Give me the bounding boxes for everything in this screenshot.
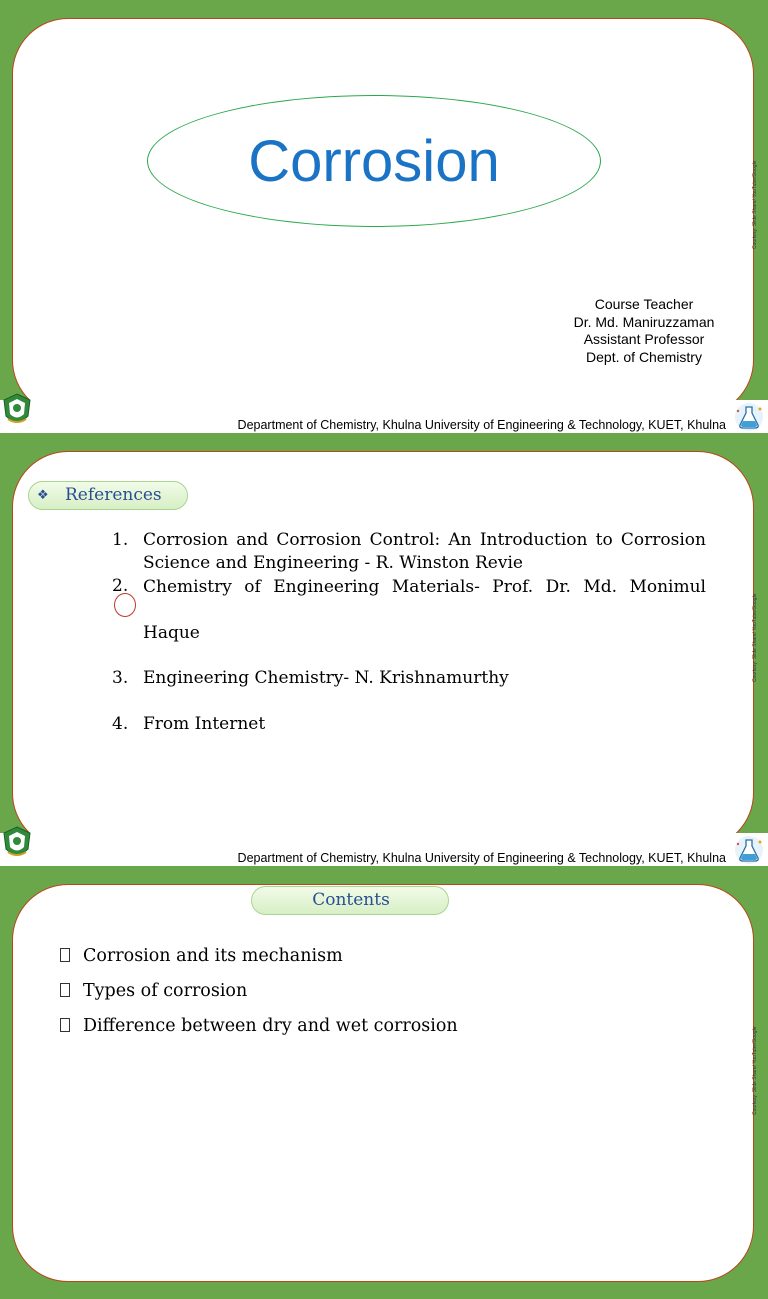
checkbox-bullet-icon [60,983,70,997]
reference-text: Engineering Chemistry- N. Krishnamurthy [143,668,509,688]
contents-heading: Contents [312,890,390,910]
contents-item-text: Types of corrosion [83,981,248,1001]
courtesy-note: Courtesy: Slide Share/ YouTube/Google [752,593,758,682]
annotation-circle [114,593,136,617]
diamond-bullet-icon: ❖ [37,488,49,503]
contents-item-text: Difference between dry and wet corrosion [83,1016,458,1036]
checkbox-bullet-icon [60,1018,70,1032]
contents-item-text: Corrosion and its mechanism [83,946,343,966]
teacher-line: Assistant Professor [583,331,705,347]
reference-number: 4. [112,714,129,734]
list-item [60,1016,458,1036]
list-item [60,946,343,966]
checkbox-bullet-icon [60,948,70,962]
contents-heading-pill [251,886,449,915]
list-item [60,981,247,1001]
teacher-line: Dept. of Chemistry [586,348,702,365]
teacher-line: Dr. Md. Maniruzzaman [573,313,715,330]
kuet-logo-icon [2,825,32,861]
chemistry-flask-icon [733,402,765,432]
course-teacher-info [544,296,744,366]
reference-number: 1. [112,530,129,550]
references-heading-pill [28,481,188,510]
courtesy-note: Courtesy: Slide Share/ YouTube/Google [752,160,758,249]
slide-references [0,433,768,866]
reference-number: 3. [112,668,129,688]
reference-text: Corrosion and Corrosion Control: An Introduction to Corrosion Science and Engineering - R. Winston Revie [143,530,706,573]
references-heading: References [65,485,162,505]
footer-text: Department of Chemistry, Khulna University of Engineering & Technology, KUET, Khulna [237,851,726,865]
kuet-logo-icon [2,392,32,428]
reference-text: From Internet [143,714,266,734]
slide-title [0,0,768,433]
reference-text: Chemistry of Engineering Materials- Prof. Dr. Md. Monimul Haque [143,577,706,643]
slide-panel [12,884,754,1282]
teacher-line: Course Teacher [594,296,694,312]
courtesy-note: Courtesy: Slide Share/ YouTube/Google [752,1026,758,1115]
footer-text: Department of Chemistry, Khulna University of Engineering & Technology, KUET, Khulna [237,418,726,432]
chemistry-flask-icon [733,835,765,865]
slide-title-text: Corrosion [248,128,500,194]
reference-number: 2. [112,576,129,596]
slide-contents [0,866,768,1299]
